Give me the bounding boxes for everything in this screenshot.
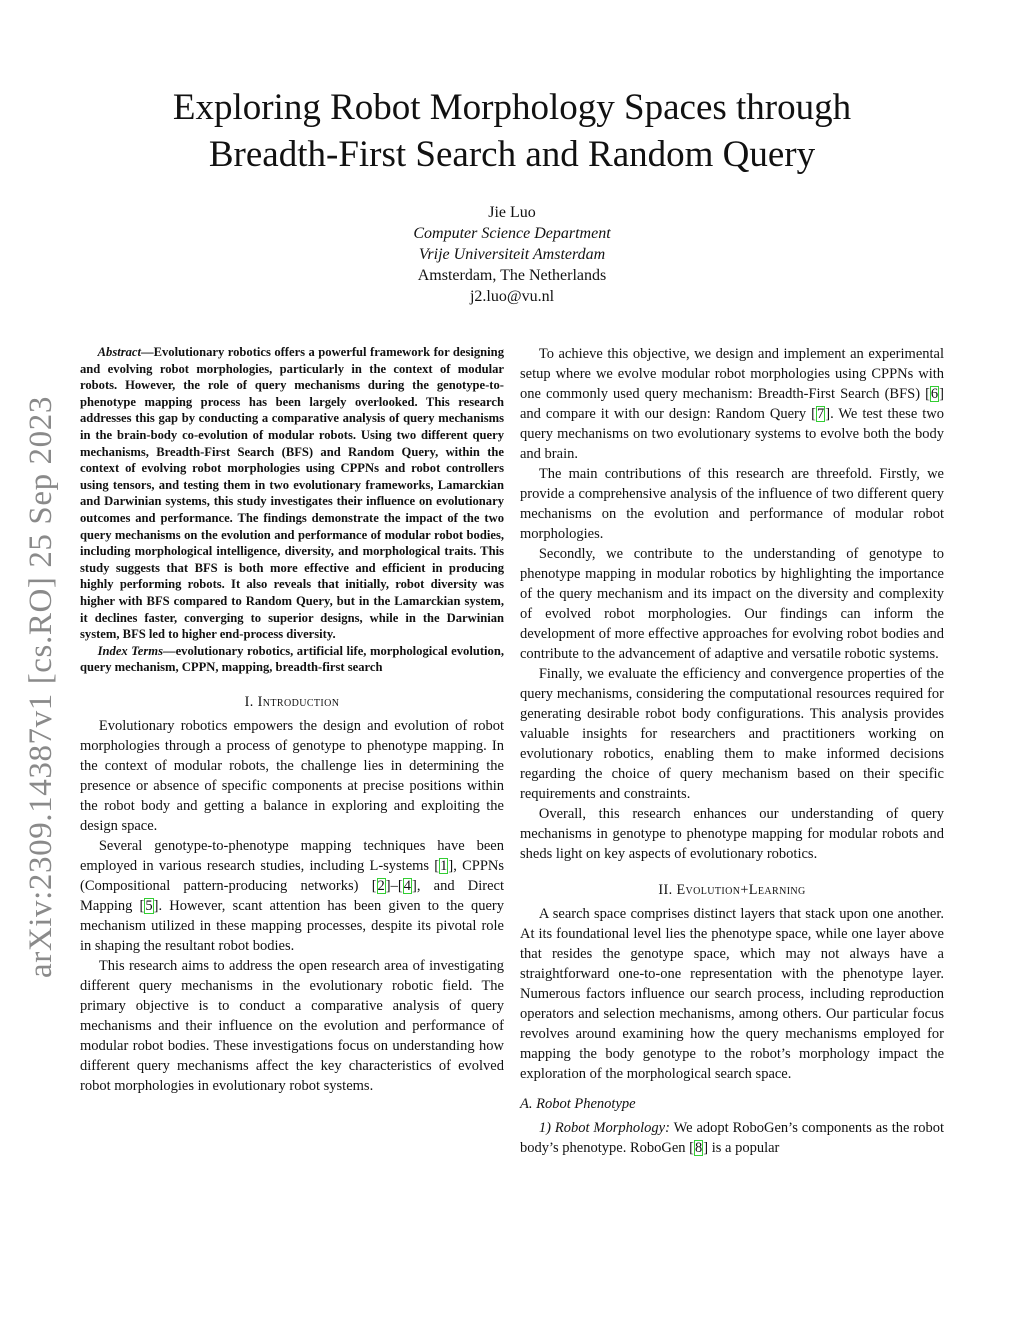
section-title: Introduction bbox=[257, 693, 340, 710]
intro-paragraph-5: The main contributions of this research are threefold. Firstly, we provide a comprehensive analysis of the influence of two different query mechanisms on the evolution and performance of modular robot morphologies. bbox=[520, 466, 944, 542]
left-column bbox=[80, 344, 504, 1096]
intro-paragraph-6: Secondly, we contribute to the understanding of genotype to phenotype mapping in modular robotics by highlighting the importance of the query mechanism and its impact on the diversity and complexity of evolved robot morphologies. Our findings can inform the development of more effective approaches for evolving robot bodies and contribute to the advancement of adaptive and versatile robotic systems. bbox=[520, 546, 944, 662]
paragraph-text: , CPPNs (Compositional pattern-producing networks) bbox=[80, 857, 504, 894]
intro-paragraph-3: This research aims to address the open research area of investigating different query mechanisms in the evolutionary robotic field. The primary objective is to conduct a comparative analysis of query mechanisms and their influence on the evolution and performance of modular robot bodies. These investigations focus on understanding how different query mechanisms affect the key characteristics of evolved robot morphologies in evolutionary robot systems. bbox=[80, 957, 504, 1094]
abstract-text: —Evolutionary robotics offers a powerful framework for designing and evolving robot morphologies, particularly in the context of modular robots. However, the role of query mechanisms during the genotype-to-phenotype mapping process has been largely overlooked. This research addresses this gap by conducting a comparative analysis of query mechanisms in the brain-body co-evolution of modular robots. Using two different query mechanisms, Breadth-First Search (BFS) and Random Query, within the context of evolving robot morphologies using CPPNs and robot controllers using tensors, and testing them in two evolutionary frameworks, Lamarckian and Darwinian systems, this study investigates their influence on evolutionary outcomes and performance. The findings demonstrate the impact of the two query mechanisms on the evolution and performance of modular robot bodies, including morphological intelligence, diversity, and morphological traits. This study suggests that BFS is both more effective and efficient in producing highly performing robots. It also reveals that initially, robot diversity was higher with BFS compared to Random Query, but in the Lamarckian system, it declines faster, converging to superior designs, while in the Darwinian system, BFS led to higher end-process diversity. bbox=[80, 345, 504, 642]
paragraph-text: is a popular bbox=[708, 1140, 780, 1156]
citation-link[interactable]: 4 bbox=[403, 877, 411, 894]
paragraph-text: . We test these two query mechanisms on two evolutionary systems to evolve both the body and brain. bbox=[520, 406, 944, 462]
index-terms-text: —evolutionary robotics, artificial life, morphological evolution, query mechanism, CPPN, mapping, breadth-first search bbox=[80, 643, 504, 675]
paragraph-text: Several genotype-to-phenotype mapping techniques have been employed in various research studies, including L-systems bbox=[80, 837, 504, 874]
paragraph-text: , and Direct Mapping bbox=[80, 877, 504, 914]
author-email[interactable]: j2.luo@vu.nl bbox=[469, 288, 555, 305]
citation-link[interactable]: 8 bbox=[695, 1140, 703, 1156]
subsection-heading-robot-phenotype: A. Robot Phenotype bbox=[520, 1096, 636, 1112]
citation-link[interactable]: 6 bbox=[930, 386, 939, 402]
section-number: II. bbox=[658, 882, 677, 898]
index-terms bbox=[80, 643, 504, 676]
section-heading-evolution-learning bbox=[520, 880, 944, 900]
paragraph-text: . However, scant attention has been given to the query mechanism utilized in these mapping processes, despite its pivotal role in shaping the resultant robot bodies. bbox=[80, 897, 505, 954]
paper-title bbox=[90, 84, 934, 178]
citation-link[interactable]: 7 bbox=[816, 406, 825, 422]
abstract-lead: Abstract bbox=[97, 345, 142, 359]
paragraph-text: – bbox=[390, 877, 398, 894]
author-city: Amsterdam, The Netherlands bbox=[417, 267, 607, 284]
paragraph-text: To achieve this objective, we design and implement an experimental setup where we evolve modular robot morphologies using CPPNs with one commonly used query mechanism: Breadth-First Search (BFS) bbox=[520, 346, 944, 402]
abstract bbox=[80, 344, 504, 643]
author-name: Jie Luo bbox=[488, 204, 536, 221]
intro-paragraph-4: To achieve this objective, we design and implement an experimental setup where we evolve modular robot morphologies using CPPNs with one commonly used query mechanism: Breadth-First Search (BFS) [6] and compare it with our design: Random Query [7]. We test these two query mechanisms on two evolutionary systems to evolve both the body and brain. bbox=[520, 346, 944, 462]
title-line-1: Exploring Robot Morphology Spaces through bbox=[172, 87, 852, 128]
evolution-paragraph-1: A search space comprises distinct layers that stack upon one another. At its foundational level lies the phenotype space, while one layer above that resides the genotype space, which may not always have a straightforward one-to-one representation with the phenotype layer. Numerous factors influence our search process, including reproduction operators and selection mechanisms, among others. Our particular focus revolves around examining how the query mechanisms employed for mapping the body genotype to the robot’s morphology impact the exploration of the morphological search space. bbox=[520, 906, 944, 1082]
author-block bbox=[312, 202, 712, 307]
title-line-2: Breadth-First Search and Random Query bbox=[208, 134, 816, 175]
right-column bbox=[520, 344, 944, 1158]
robot-morphology-paragraph: 1) Robot Morphology: We adopt RoboGen’s components as the robot body’s phenotype. RoboGen [8] is a popular bbox=[520, 1120, 944, 1156]
subsubsection-lead: 1) Robot Morphology: bbox=[538, 1120, 670, 1136]
paragraph-text: We adopt RoboGen’s components as the robot body’s phenotype. RoboGen bbox=[520, 1120, 944, 1156]
paragraph-text: and compare it with our design: Random Query bbox=[520, 406, 812, 422]
citation-link[interactable]: 5 bbox=[145, 897, 153, 914]
arxiv-identifier: arXiv:2309.14387v1 [cs.RO] 25 Sep 2023 bbox=[23, 396, 59, 978]
author-department: Computer Science Department bbox=[413, 225, 611, 242]
author-university: Vrije Universiteit Amsterdam bbox=[418, 246, 606, 263]
citation-link[interactable]: 1 bbox=[440, 857, 448, 874]
intro-paragraph-1: Evolutionary robotics empowers the design and evolution of robot morphologies through a process of genotype to phenotype mapping. In the context of modular robots, the challenge lies in determining the presence or absence of specific components at precise positions within the robot body and getting a balance in exploring and exploiting the design space. bbox=[80, 717, 504, 834]
section-number: I. bbox=[244, 693, 258, 710]
intro-paragraph-2: Several genotype-to-phenotype mapping techniques have been employed in various research studies, including L-systems [1], CPPNs (Compositional pattern-producing networks) [2]–[4], and Direct Mapping [5]. However, scant attention has been given to the query mechanism utilized in these mapping processes, despite its pivotal role in shaping the resultant robot bodies. bbox=[80, 837, 505, 954]
intro-paragraph-7: Finally, we evaluate the efficiency and convergence properties of the query mechanisms, considering the computational resources required for generating desirable robot body configurations. This analysis provides valuable insights for researchers and practitioners working on evolutionary robotics, enabling them to make informed decisions regarding the choice of query mechanism based on their specific requirements and constraints. bbox=[520, 666, 944, 802]
section-title: Evolution+Learning bbox=[676, 882, 806, 898]
section-heading-introduction bbox=[80, 692, 504, 712]
intro-paragraph-8: Overall, this research enhances our understanding of query mechanisms in genotype to phenotype mapping for modular robots and sheds light on key aspects of evolutionary robotics. bbox=[520, 806, 944, 862]
citation-link[interactable]: 2 bbox=[377, 877, 385, 894]
index-terms-lead: Index Terms bbox=[97, 643, 163, 658]
